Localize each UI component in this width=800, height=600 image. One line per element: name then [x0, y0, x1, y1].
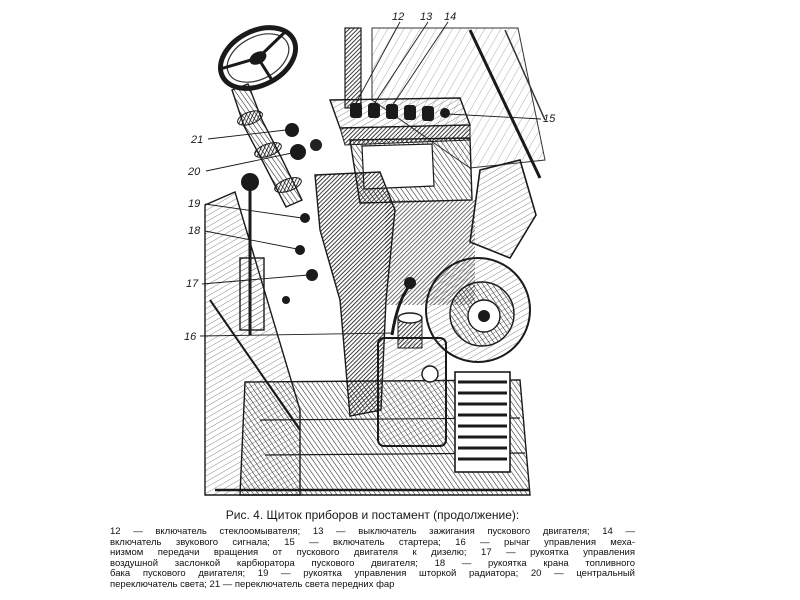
callout-14: 14	[444, 11, 457, 23]
bracket-bolt	[282, 296, 290, 304]
callout-16: 16	[184, 331, 197, 343]
fuel-tank	[378, 338, 446, 446]
legend-line: включатель звукового сигнала; 15 — включатель стартера; 16 — рычаг управления меха-	[110, 537, 635, 548]
callout-20: 20	[188, 166, 201, 178]
washer-switch	[350, 103, 362, 118]
tank-top-knob-cap	[398, 313, 422, 323]
windshield-post	[345, 28, 361, 108]
figure-legend	[110, 527, 635, 591]
fuel-tank-cap	[422, 366, 438, 382]
panel-switch	[404, 105, 416, 120]
blower-hub	[478, 310, 490, 322]
panel-switch	[422, 106, 434, 121]
callout-18: 18	[188, 225, 201, 237]
horn-switch	[386, 104, 398, 119]
ignition-switch	[368, 103, 380, 118]
figure-caption: Рис. 4. Щиток приборов и постамент (продолжение):	[225, 508, 520, 522]
light-switch-knob	[310, 139, 322, 151]
legend-line: низмом передачи вращения от пускового двигателя к дизелю; 17 — рукоятка управления	[110, 548, 635, 559]
starter-drive-lever-knob	[404, 277, 416, 289]
steering-wheel	[210, 15, 306, 100]
legend-line: воздушной заслонкой карбюратора пускового двигателя; 18 — рукоятка крана топливного	[110, 558, 635, 569]
central-light-switch-knob	[290, 144, 306, 160]
headlight-switch-knob	[285, 123, 299, 137]
grille-frame	[455, 372, 510, 472]
fuel-tap-handle-knob	[295, 245, 305, 255]
legend-line: бака пускового двигателя; 19 — рукоятка управления шторкой радиатора; 20 — центральный	[110, 569, 635, 580]
legend-line: переключатель света; 21 — переключатель света передних фар	[110, 579, 395, 590]
callout-13: 13	[420, 11, 433, 23]
left-lever-knob	[241, 173, 259, 191]
starter-button	[440, 108, 450, 118]
air-duct	[470, 160, 536, 258]
callout-12: 12	[392, 11, 405, 23]
callout-15: 15	[543, 113, 556, 125]
callout-21: 21	[191, 134, 204, 146]
left-lever-bracket	[240, 258, 264, 330]
radiator-grille	[455, 372, 510, 472]
legend-line: 12 — включатель стеклоомывателя; 13 — выключатель зажигания пускового двигателя; 14 —	[110, 527, 635, 537]
callout-19: 19	[188, 198, 201, 210]
callout-17: 17	[186, 278, 199, 290]
